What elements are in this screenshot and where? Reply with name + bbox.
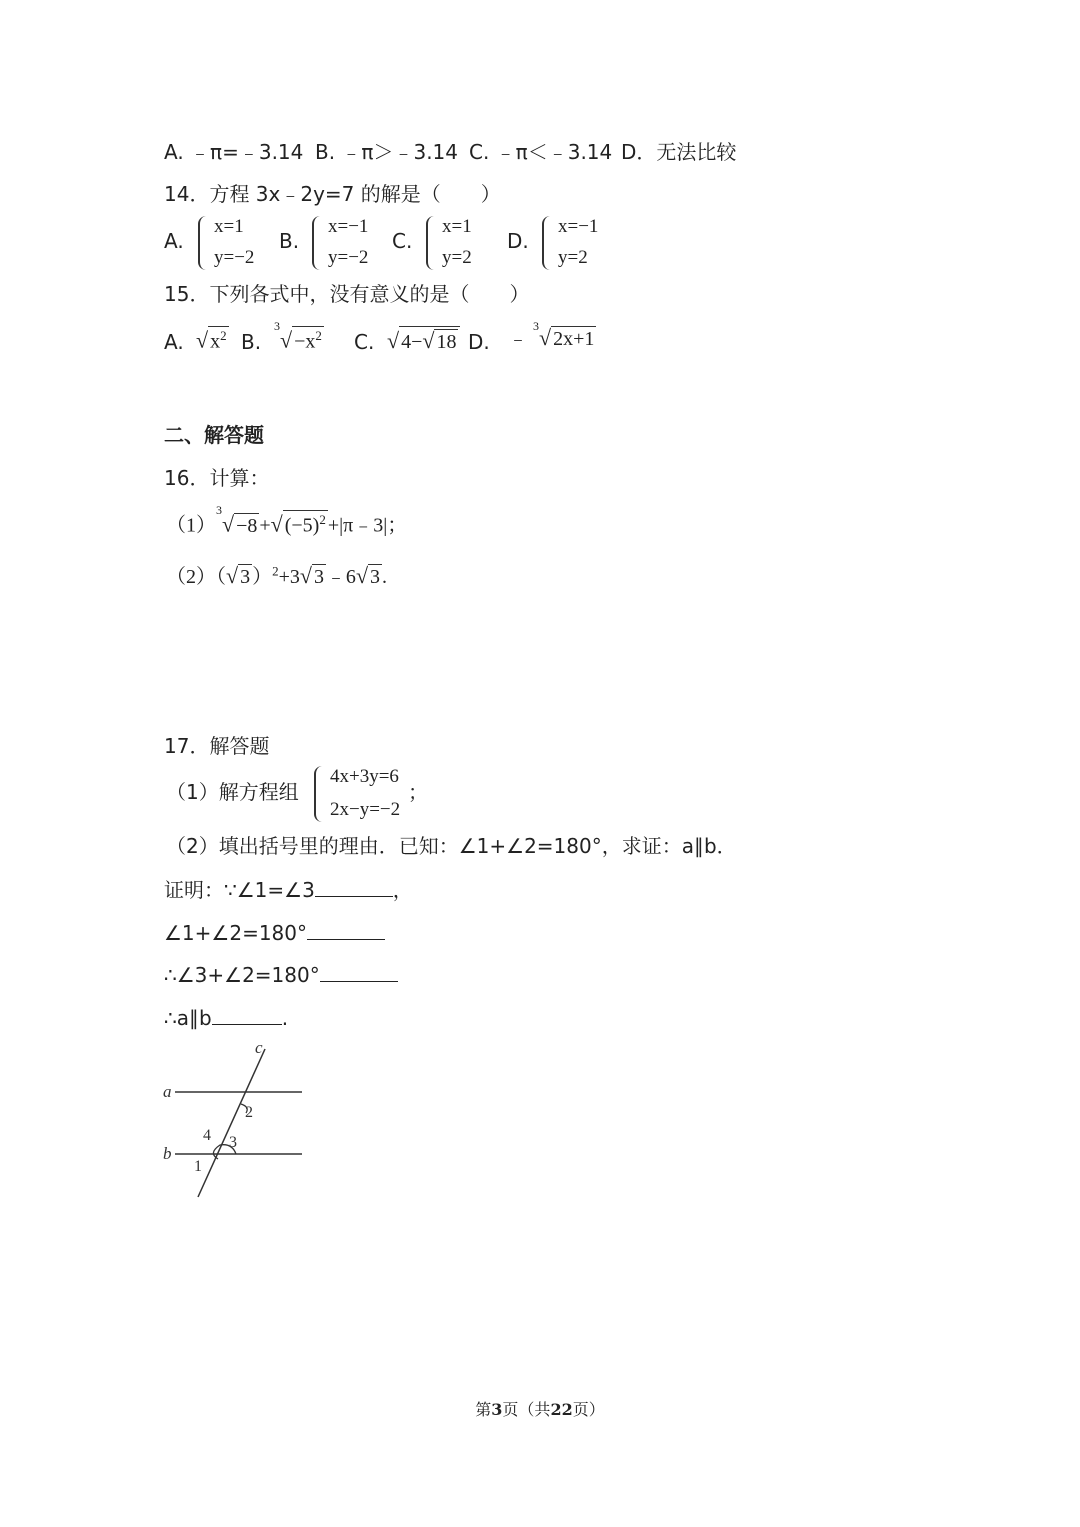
- q14-option-a-label: A.: [164, 229, 184, 253]
- q13-option-d: D．无法比较: [621, 140, 737, 164]
- brace-icon: [314, 766, 326, 822]
- proof-line-1: [164, 878, 413, 900]
- radical-icon: √: [280, 327, 293, 353]
- proof-line-2: [164, 921, 385, 943]
- q14-b-row1: x=−1: [328, 216, 369, 237]
- q15-d-radicand: 2x+1: [553, 328, 595, 350]
- radical-icon: √: [539, 325, 552, 350]
- q16-stem: 16．计算：: [164, 466, 270, 490]
- q15-option-d-label: D.: [468, 330, 490, 354]
- q16-p1-plus: +: [259, 514, 271, 537]
- q16-p2-exp: 2: [272, 563, 279, 579]
- q15-c-outer: 4−: [401, 331, 423, 353]
- q15-b-index: 3: [274, 319, 280, 333]
- footer-suffix: 页）: [572, 1400, 605, 1419]
- q17-p1-label: （1）解方程组: [166, 780, 299, 804]
- radical-icon: √: [226, 563, 239, 588]
- q14-option-a-system: [198, 216, 254, 270]
- radical-icon: √: [355, 563, 369, 588]
- q15-b-radicand: −x: [294, 330, 316, 353]
- brace-icon: [198, 216, 210, 270]
- q16-p2-label: （2）（: [166, 566, 226, 588]
- q16-part1: [166, 503, 408, 537]
- footer-total-pages: 22: [550, 1400, 573, 1419]
- q16-p1-a: −8: [236, 514, 258, 537]
- q15-option-b-expr: [274, 319, 324, 353]
- q14-c-row1: x=1: [442, 216, 472, 237]
- radical-icon: √: [270, 511, 283, 537]
- brace-icon: [426, 216, 438, 270]
- q16-p2-c: 3: [370, 566, 381, 588]
- radical-icon: √: [196, 327, 209, 353]
- q17-p1-system: [314, 766, 400, 822]
- q14-b-row2: y=−2: [328, 247, 369, 269]
- q15-option-a-label: A.: [164, 330, 184, 354]
- radical-icon: √: [299, 563, 312, 588]
- q16-p2-b: 3: [313, 566, 324, 588]
- q14-option-d-label: D.: [507, 229, 529, 253]
- proof-blank-3[interactable]: [320, 963, 398, 982]
- radical-icon: √: [387, 328, 400, 353]
- q14-option-b-label: B.: [279, 229, 300, 253]
- q16-p1-index: 3: [216, 503, 222, 517]
- q15-option-d-expr: [508, 319, 596, 350]
- label-c: c: [255, 1038, 263, 1057]
- q15-a-exponent: 2: [220, 328, 227, 343]
- proof-line-4-text: ∴a∥b: [164, 1006, 212, 1030]
- q14-a-row1: x=1: [214, 216, 244, 237]
- proof-line-1-text: 证明：∵∠1=∠3: [164, 878, 315, 902]
- angle-label-1: 1: [194, 1158, 202, 1175]
- proof-blank-2[interactable]: [307, 921, 385, 940]
- footer-prefix: 第: [475, 1400, 492, 1419]
- proof-line-3: [164, 963, 398, 985]
- proof-line-1-end: ，: [392, 878, 413, 902]
- q14-c-row2: y=2: [442, 247, 472, 269]
- angle-label-4: 4: [203, 1127, 211, 1144]
- q14-option-c-system: [426, 216, 472, 270]
- q17-p2: （2）填出括号里的理由．已知：∠1+∠2=180°，求证：a∥b．: [166, 834, 737, 858]
- radical-icon: √: [422, 328, 435, 353]
- q13-option-c: C. ﹣π＜﹣3.14: [469, 140, 613, 164]
- q14-d-row1: x=−1: [558, 216, 599, 237]
- q15-d-sign: ﹣: [508, 328, 528, 350]
- angle-label-3: 3: [229, 1134, 237, 1151]
- q15-d-index: 3: [533, 319, 539, 333]
- footer-page-number: 3: [491, 1400, 503, 1419]
- footer-middle: 页（共: [502, 1400, 551, 1419]
- q14-option-c-label: C.: [392, 229, 413, 253]
- q15-option-c-label: C.: [354, 330, 375, 354]
- q13-option-a: A. ﹣π=﹣3.14: [164, 140, 304, 164]
- proof-line-4: [164, 1006, 288, 1028]
- q15-b-exponent: 2: [315, 328, 322, 343]
- q14-stem: 14．方程 3x﹣2y=7 的解是（ ）: [164, 182, 501, 206]
- radical-icon: √: [222, 511, 235, 537]
- q17-p1-row1: 4x+3y=6: [330, 766, 399, 787]
- q16-p2-close: ）: [252, 566, 273, 588]
- q17-stem: 17．解答题: [164, 734, 270, 758]
- line-c: [198, 1049, 265, 1197]
- q17-p1-row2: 2x−y=−2: [330, 799, 401, 821]
- q16-p1-exp: 2: [319, 512, 326, 527]
- q16-p2-mid: +3: [278, 566, 300, 588]
- q16-part2: [166, 564, 387, 587]
- q16-p2-end: .: [382, 566, 388, 588]
- proof-blank-1[interactable]: [315, 878, 393, 897]
- brace-icon: [312, 216, 324, 270]
- q16-p2-minus: ﹣6: [325, 566, 356, 588]
- q16-p2-a: 3: [240, 566, 251, 588]
- parallel-lines-figure: [150, 1035, 320, 1205]
- proof-line-4-end: .: [281, 1006, 289, 1030]
- q14-a-row2: y=−2: [214, 247, 255, 269]
- q13-option-b: B. ﹣π＞﹣3.14: [315, 140, 459, 164]
- q15-stem: 15．下列各式中，没有意义的是（ ）: [164, 282, 530, 306]
- proof-line-2-text: ∠1+∠2=180°: [164, 921, 307, 945]
- label-a: a: [163, 1082, 172, 1101]
- q15-a-radicand: x: [210, 330, 221, 353]
- proof-blank-4[interactable]: [212, 1006, 282, 1025]
- label-b: b: [163, 1144, 172, 1163]
- angle-label-2: 2: [245, 1104, 253, 1121]
- section-title: 二、解答题: [164, 423, 264, 447]
- q15-option-b-label: B.: [241, 330, 262, 354]
- q15-c-inner: 18: [436, 331, 457, 353]
- q14-d-row2: y=2: [558, 247, 588, 269]
- q15-option-c-expr: [387, 326, 460, 352]
- q16-p1-b: (−5): [284, 514, 320, 537]
- q16-p1-tail: +|π﹣3|；: [327, 514, 408, 537]
- proof-line-3-text: ∴∠3+∠2=180°: [164, 963, 320, 987]
- brace-icon: [542, 216, 554, 270]
- q15-option-a-expr: [196, 326, 229, 352]
- q17-p1-end: ；: [408, 780, 428, 804]
- q16-p1-label: （1）: [166, 514, 216, 537]
- q14-option-d-system: [542, 216, 598, 270]
- q14-option-b-system: [312, 216, 368, 270]
- page-footer: [0, 1397, 1080, 1420]
